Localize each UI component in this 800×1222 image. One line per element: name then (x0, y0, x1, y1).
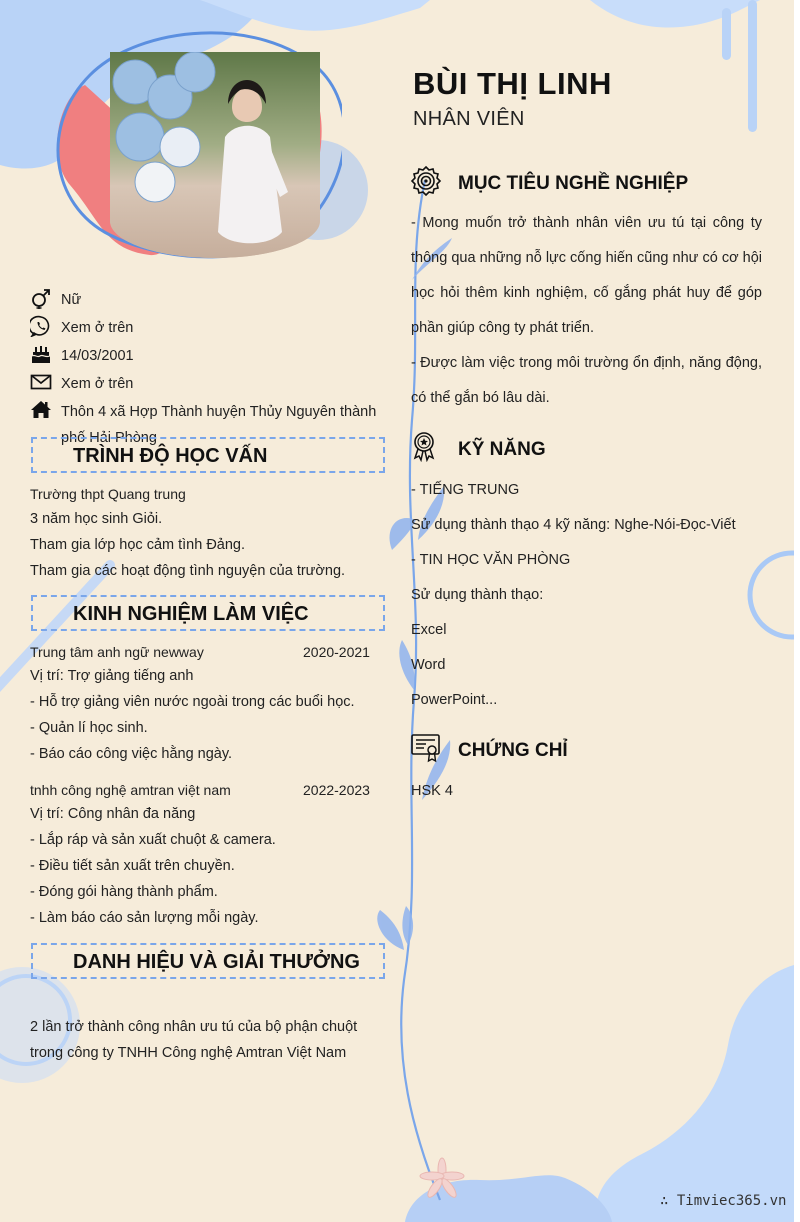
job-line: - Điều tiết sản xuất trên chuyền. (30, 858, 235, 874)
job-line: Vị trí: Trợ giảng tiếng anh (30, 668, 194, 684)
gender-text: Nữ (61, 292, 82, 308)
awards-section-header (31, 943, 385, 979)
education-line: Tham gia lớp học cảm tình Đảng. (30, 537, 246, 553)
skill-line: PowerPoint... (411, 692, 498, 708)
candidate-role: NHÂN VIÊN (413, 108, 525, 130)
awards-title: DANH HIỆU VÀ GIẢI THƯỞNG (73, 951, 360, 973)
certificate-icon (410, 732, 442, 764)
gender-icon (30, 287, 52, 309)
job-line: - Làm báo cáo sản lượng mỗi ngày. (30, 910, 259, 926)
certificate-line: HSK 4 (411, 783, 453, 799)
awards-text: 2 lần trở thành công nhân ưu tú của bộ phận chuột trong công ty TNHH Công nghệ Amtran Việt Nam (30, 1019, 358, 1061)
job-company: Trung tâm anh ngữ newway (30, 644, 204, 660)
email-text: Xem ở trên (61, 376, 134, 392)
job-line: - Lắp ráp và sản xuất chuột & camera. (30, 832, 276, 848)
skill-line: - TIN HỌC VĂN PHÒNG (411, 552, 571, 568)
objective-title: MỤC TIÊU NGHỀ NGHIỆP (458, 173, 689, 194)
skill-line: Excel (411, 622, 447, 638)
job-period: 2022-2023 (303, 782, 370, 798)
skill-line: Sử dụng thành thạo 4 kỹ năng: Nghe-Nói-Đọc-Viết (411, 517, 736, 533)
education-title: TRÌNH ĐỘ HỌC VẤN (73, 445, 268, 467)
education-line: 3 năm học sinh Giỏi. (30, 511, 163, 527)
certificates-title: CHỨNG CHỈ (458, 740, 568, 761)
home-icon (30, 399, 52, 421)
address-text: Thôn 4 xã Hợp Thành huyện Thủy Nguyên thành phố Hải Phòng (61, 404, 377, 446)
job-line: - Báo cáo công việc hằng ngày. (30, 746, 233, 762)
job-period: 2020-2021 (303, 644, 370, 660)
experience-section-header (31, 595, 385, 631)
education-section-header (31, 437, 385, 473)
job-line: - Đóng gói hàng thành phẩm. (30, 884, 218, 900)
education-line: Tham gia các hoạt động tình nguyện của trường. (30, 563, 346, 579)
skills-title: KỸ NĂNG (458, 439, 546, 460)
candidate-name: BÙI THỊ LINH (413, 66, 612, 101)
skill-line: - TIẾNG TRUNG (411, 482, 520, 498)
job-line: Vị trí: Công nhân đa năng (30, 806, 196, 822)
objective-paragraph-1: - Mong muốn trở thành nhân viên ưu tú tại công ty thông qua những nỗ lực cống hiến cũng như có cơ hội học hỏi thêm kinh nghiệm, cố gắng phát huy để góp phần giúp công ty phát triển. (411, 215, 762, 336)
job-company: tnhh công nghệ amtran việt nam (30, 782, 231, 798)
target-gear-icon (410, 165, 442, 197)
award-medal-icon (410, 430, 442, 462)
envelope-icon (30, 371, 52, 393)
skill-line: Word (411, 657, 446, 673)
phone-text: Xem ở trên (61, 320, 134, 336)
birthday-cake-icon (30, 343, 52, 365)
job-line: - Quản lí học sinh. (30, 720, 148, 736)
birthday-text: 14/03/2001 (61, 348, 134, 364)
experience-title: KINH NGHIỆM LÀM VIỆC (73, 603, 309, 625)
profile-photo-frame (30, 15, 342, 260)
objective-paragraph-2: - Được làm việc trong môi trường ổn định, năng động, có thể gắn bó lâu dài. (411, 355, 762, 406)
skill-line: Sử dụng thành thạo: (411, 587, 544, 603)
job-line: - Hỗ trợ giảng viên nước ngoài trong các buổi học. (30, 694, 355, 710)
profile-photo (110, 52, 320, 258)
footer-brand[interactable]: ∴ Timviec365.vn (660, 1193, 787, 1209)
whatsapp-phone-icon (30, 315, 52, 337)
education-school: Trường thpt Quang trung (30, 486, 186, 502)
